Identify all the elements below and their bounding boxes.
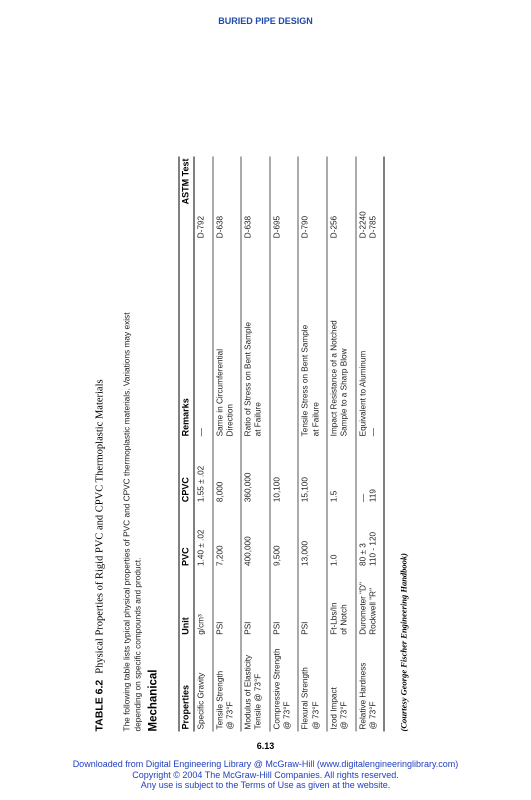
cell-property — [270, 637, 299, 732]
cell-remarks-line: Ratio of Stress on Bent Sample — [243, 322, 253, 437]
table-credit: (Courtesy George Fischer Engineering Handbook) — [398, 552, 409, 732]
cell-pvc — [270, 504, 299, 568]
cell-astm-line: D-638 — [243, 215, 253, 239]
cell-remarks-line: Impact Resistance of a Notched — [329, 320, 339, 437]
cell-pvc-line: 9,500 — [272, 545, 282, 566]
cell-cpvc-line: — — [358, 493, 368, 503]
properties-table — [179, 157, 385, 732]
cell-pvc-line: 1.0 — [329, 554, 339, 566]
page-number: 6.13 — [256, 741, 275, 751]
cell-property-line: Specific Gravity — [196, 672, 206, 730]
cell-property-line: @ 73°F — [339, 701, 349, 730]
cell-property-line: @ 73°F — [311, 701, 321, 730]
cell-unit-line: PSI — [215, 621, 225, 635]
cell-remarks — [241, 240, 270, 438]
cell-property-line: @ 73°F — [368, 701, 378, 730]
cell-remarks — [270, 240, 299, 438]
header-remarks: Remarks — [179, 240, 194, 438]
cell-astm — [213, 157, 242, 241]
cell-unit — [194, 568, 212, 637]
cell-unit — [270, 568, 299, 637]
cell-remarks-line: — — [196, 428, 206, 437]
header-astm-test: ASTM Test — [179, 157, 194, 241]
table-row — [270, 157, 299, 732]
table-intro: The following table lists typical physical properties of PVC and CPVC thermoplastic materials. Variations may exist depending on specific compounds and product. — [121, 312, 143, 732]
cell-remarks-line: at Failure — [311, 402, 321, 437]
cell-property-line: Tensile @ 73°F — [253, 673, 263, 730]
cell-cpvc — [270, 438, 299, 504]
cell-remarks-line: Equivalent to Aluminum — [358, 350, 368, 437]
cell-unit — [298, 568, 327, 637]
cell-property-line: Tensile Strength — [215, 670, 225, 730]
cell-cpvc-line: 10,100 — [272, 477, 282, 503]
cell-astm — [356, 157, 385, 241]
cell-unit-line: PSI — [300, 621, 310, 635]
header-cpvc: CPVC — [179, 438, 194, 504]
cell-cpvc — [213, 438, 242, 504]
cell-cpvc-line: 360,000 — [243, 472, 253, 503]
cell-astm-line: D-256 — [329, 215, 339, 239]
cell-pvc — [213, 504, 242, 568]
cell-pvc — [241, 504, 270, 568]
cell-pvc-line: 1.40 ± .02 — [196, 529, 206, 566]
cell-property — [241, 637, 270, 732]
footer-line-copyright: Copyright © 2004 The McGraw-Hill Companies. All rights reserved. — [132, 769, 399, 780]
cell-pvc-line: 80 ± 3 — [358, 543, 368, 566]
table-title: Physical Properties of Rigid PVC and CPVC Thermoplastic Materials — [94, 379, 106, 674]
cell-property-line: Modulus of Elasticity — [243, 654, 253, 730]
cell-unit — [213, 568, 242, 637]
table-row — [241, 157, 270, 732]
running-head: BURIED PIPE DESIGN — [218, 16, 313, 26]
cell-unit-line: g/cm³ — [196, 614, 206, 635]
cell-remarks — [298, 240, 327, 438]
table-number: TABLE 6.2 — [93, 679, 106, 732]
cell-astm-line: D-638 — [215, 215, 225, 239]
cell-unit-line: Rockwell "R" — [368, 588, 378, 635]
cell-property — [298, 637, 327, 732]
cell-cpvc — [298, 438, 327, 504]
cell-remarks-line: Sample to a Sharp Blow — [339, 348, 349, 437]
cell-pvc — [194, 504, 212, 568]
cell-pvc-line: 110 - 120 — [368, 531, 378, 566]
footer-line-terms: Any use is subject to the Terms of Use as given at the website. — [140, 780, 391, 790]
cell-astm — [270, 157, 299, 241]
cell-unit-line: of Notch — [339, 604, 349, 635]
cell-pvc-line: 7,200 — [215, 545, 225, 566]
table-row — [356, 157, 385, 732]
cell-property — [356, 637, 385, 732]
table-header-row — [179, 157, 194, 732]
rotated-table-block — [94, 157, 412, 732]
cell-astm — [194, 157, 212, 241]
cell-cpvc-line: 15,100 — [300, 477, 310, 503]
cell-cpvc — [241, 438, 270, 504]
cell-pvc — [298, 504, 327, 568]
cell-astm-line: D-792 — [196, 215, 206, 239]
cell-cpvc-line: 8,000 — [215, 481, 225, 503]
cell-property-line: Flexural Strength — [300, 667, 310, 730]
cell-pvc-line: 400,000 — [243, 536, 253, 566]
header-pvc: PVC — [179, 504, 194, 568]
cell-property-line: @ 73°F — [282, 701, 292, 730]
cell-remarks — [213, 240, 242, 438]
table-body — [194, 157, 384, 732]
cell-unit — [327, 568, 356, 637]
footer-line-download: Downloaded from Digital Engineering Library @ McGraw-Hill (www.digitalengineeringlibrary.com) — [72, 759, 459, 769]
cell-unit — [241, 568, 270, 637]
cell-remarks-line: Direction — [225, 404, 235, 437]
cell-pvc — [327, 504, 356, 568]
cell-property-line: Izod Impact — [329, 687, 339, 730]
cell-property — [194, 637, 212, 732]
cell-cpvc — [194, 438, 212, 504]
header-properties: Properties — [179, 637, 194, 732]
cell-cpvc — [356, 438, 385, 504]
cell-cpvc — [327, 438, 356, 504]
cell-unit — [356, 568, 385, 637]
cell-property-line: Relative Hardness — [358, 662, 368, 730]
table-row — [194, 157, 212, 732]
cell-cpvc-line: 119 — [368, 489, 378, 503]
cell-property — [327, 637, 356, 732]
cell-remarks-line: Tensile Stress on Bent Sample — [300, 324, 310, 437]
table-row — [213, 157, 242, 732]
cell-pvc-line: 13,000 — [300, 540, 310, 566]
download-footer — [0, 759, 531, 791]
cell-remarks — [327, 240, 356, 438]
cell-astm-line: D-2240 — [358, 211, 368, 239]
table-caption — [94, 157, 106, 732]
cell-remarks-line: — — [368, 428, 378, 437]
cell-unit-line: Durometer "D" — [358, 582, 368, 635]
cell-astm-line: D-785 — [368, 215, 378, 239]
cell-unit-line: PSI — [272, 621, 282, 635]
cell-remarks-line: at Failure — [253, 402, 263, 437]
cell-unit-line: PSI — [243, 621, 253, 635]
cell-pvc — [356, 504, 385, 568]
cell-unit-line: Ft-Lbs/In — [329, 602, 339, 635]
cell-cpvc-line: 1.5 — [329, 490, 339, 503]
cell-astm-line: D-695 — [272, 215, 282, 239]
section-heading: Mechanical — [147, 669, 160, 732]
header-unit: Unit — [179, 568, 194, 637]
cell-property-line: @ 73°F — [225, 701, 235, 730]
cell-remarks-line: Same in Circumferential — [215, 348, 225, 437]
table-row — [298, 157, 327, 732]
cell-property — [213, 637, 242, 732]
cell-astm — [241, 157, 270, 241]
cell-property-line: Compressive Strength — [272, 648, 282, 730]
cell-cpvc-line: 1.55 ± .02 — [196, 465, 206, 503]
cell-astm — [298, 157, 327, 241]
cell-astm — [327, 157, 356, 241]
cell-astm-line: D-790 — [300, 215, 310, 239]
table-row — [327, 157, 356, 732]
cell-remarks — [194, 240, 212, 438]
cell-remarks — [356, 240, 385, 438]
